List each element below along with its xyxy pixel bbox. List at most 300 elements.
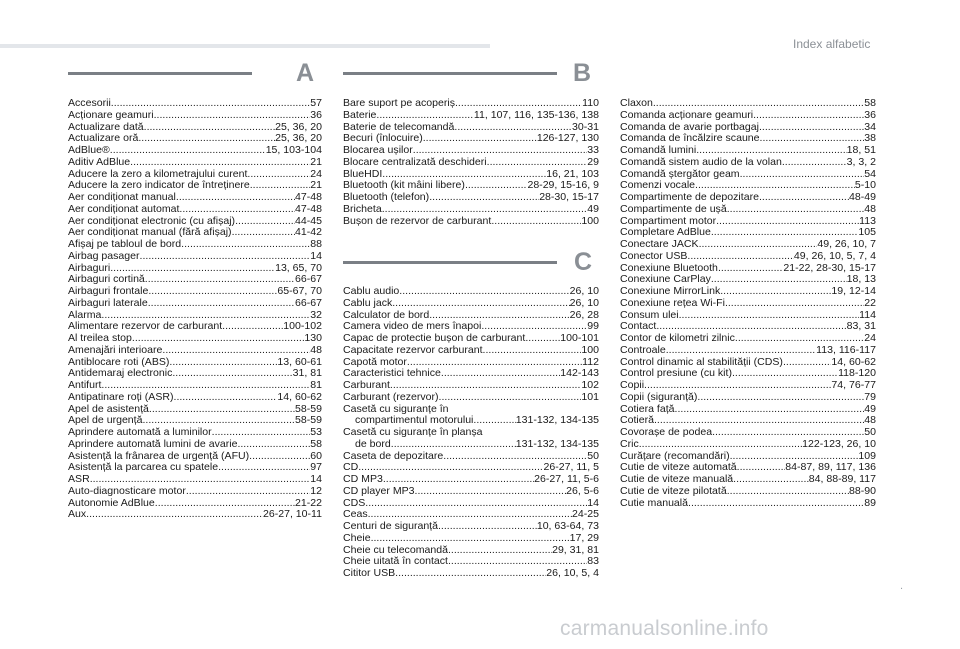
entry-pages: 100	[581, 215, 599, 227]
index-entry	[343, 415, 599, 427]
index-entry	[620, 192, 876, 204]
index-entry	[68, 439, 322, 451]
entry-pages: 53	[310, 427, 322, 438]
leader-dots	[142, 415, 295, 427]
leader-dots	[89, 509, 263, 521]
entry-pages: 105	[858, 227, 876, 239]
leader-dots	[181, 239, 310, 251]
entry-term: Apel de asistență	[68, 403, 149, 415]
entry-term: Compartiment motor	[620, 215, 717, 227]
leader-dots	[465, 180, 528, 192]
index-entry	[620, 451, 876, 463]
entry-pages: 58	[310, 438, 322, 450]
index-entry	[620, 227, 876, 239]
entry-pages: 49, 26, 10, 7	[817, 239, 876, 250]
index-entry	[343, 286, 599, 298]
entry-term: Aprindere automată a luminilor	[68, 427, 212, 438]
entry-term: Airbag pasager	[68, 250, 140, 262]
entry-pages: 44-45	[295, 215, 322, 227]
section-letter: C	[574, 248, 593, 276]
entry-pages: 24-25	[572, 509, 599, 521]
index-entry	[620, 498, 876, 510]
entry-pages: 131-132, 134-135	[515, 438, 599, 450]
entry-pages: 102	[581, 380, 599, 391]
entry-pages: 25, 36, 20	[275, 133, 322, 145]
entry-pages: 101	[581, 391, 599, 403]
page-title: Index alfabetic	[793, 37, 871, 51]
entry-pages: 58-59	[295, 415, 322, 427]
entry-term: Al treilea stop	[68, 333, 132, 344]
leader-dots	[438, 521, 537, 533]
entry-term: Cutie manuală	[620, 497, 689, 509]
entry-pages: 142-143	[560, 368, 599, 380]
page-marker: .	[900, 580, 904, 592]
leader-dots	[448, 556, 587, 568]
leader-dots	[753, 110, 864, 122]
leader-dots	[186, 486, 310, 498]
entry-pages: 29	[587, 156, 599, 168]
entry-term: Baterie	[343, 109, 377, 121]
entry-pages: 88-90	[849, 485, 876, 497]
entry-term: Aer condiționat automat	[68, 203, 180, 215]
entry-pages: 74, 76-77	[831, 380, 876, 391]
index-entry	[620, 439, 876, 451]
index-entry	[68, 321, 322, 333]
index-entry	[68, 122, 322, 134]
leader-dots	[358, 462, 543, 474]
entry-term: CD	[343, 462, 359, 474]
entry-term: Cotieră	[620, 415, 654, 427]
leader-dots	[759, 192, 849, 204]
entry-term: Compartimente de depozitare	[620, 192, 759, 203]
leader-dots	[169, 357, 277, 369]
index-entry	[343, 345, 599, 357]
entry-pages: 38	[864, 133, 876, 145]
leader-dots	[687, 251, 793, 263]
entry-pages: 26, 10	[569, 297, 599, 309]
entry-pages: 84, 88-89, 117	[808, 474, 876, 485]
entry-term: Conector USB	[620, 250, 688, 262]
leader-dots	[483, 345, 582, 357]
entry-pages: 81	[310, 380, 322, 391]
entry-term: Aprindere automată lumini de avarie	[68, 438, 238, 450]
leader-dots	[132, 333, 304, 345]
section-letter: A	[296, 59, 315, 87]
leader-dots	[487, 157, 588, 169]
entry-pages: 24	[864, 333, 876, 344]
index-entry	[68, 404, 322, 416]
index-entry	[343, 498, 599, 510]
entry-term: Cablu audio	[343, 286, 400, 297]
entry-pages: 79	[864, 391, 876, 403]
leader-dots	[413, 145, 588, 157]
index-entry	[68, 227, 322, 239]
leader-dots	[448, 545, 552, 557]
index-entry	[620, 345, 876, 357]
entry-term: Caracteristici tehnice	[343, 368, 441, 380]
leader-dots	[737, 462, 786, 474]
index-entry	[68, 192, 322, 204]
entry-term: Calculator de bord	[343, 309, 430, 321]
entry-term: Contact	[620, 321, 657, 333]
entry-term: Afișaj pe tabloul de bord	[68, 239, 182, 250]
entry-term: Bluetooth (telefon)	[343, 192, 430, 203]
entry-term: Antiblocare roti (ABS)	[68, 356, 170, 368]
entry-term: BlueHDI	[343, 168, 383, 180]
index-entry	[620, 298, 876, 310]
index-entry	[68, 357, 322, 369]
leader-dots	[740, 169, 865, 181]
entry-term: Antifurt	[68, 380, 102, 391]
index-entry	[68, 263, 322, 275]
index-entry	[343, 474, 599, 486]
index-entry	[343, 180, 599, 192]
entry-term: Control dinamic al stabilității (CDS)	[620, 356, 783, 368]
leader-dots	[247, 169, 310, 181]
entry-term: CD MP3	[343, 474, 383, 485]
leader-dots	[415, 486, 567, 498]
index-entry	[620, 169, 876, 181]
entry-term: Autonomie AdBlue	[68, 497, 155, 509]
leader-dots	[675, 404, 865, 416]
entry-pages: 11, 107, 116, 135-136, 138	[473, 109, 599, 121]
index-entry	[620, 321, 876, 333]
entry-pages: 97	[310, 462, 322, 474]
entry-term: Conexiune MirrorLink	[620, 286, 721, 297]
entry-pages: 15, 103-104	[265, 145, 322, 156]
leader-dots	[759, 122, 864, 134]
leader-dots	[235, 216, 295, 228]
entry-pages: 48	[864, 415, 876, 427]
entry-term: Cititor USB	[343, 568, 396, 579]
entry-term: Conexiune CarPlay	[620, 274, 711, 286]
entry-term: Airbaguri cortină	[68, 274, 145, 286]
leader-dots	[390, 380, 581, 392]
leader-dots	[140, 251, 311, 263]
entry-pages: 18, 51	[846, 145, 876, 156]
index-entry	[68, 110, 322, 122]
leader-dots	[148, 286, 277, 298]
entry-term: Casetă cu siguranțe în planșa	[343, 427, 483, 438]
entry-pages: 26, 10, 5, 4	[546, 568, 599, 579]
entry-pages: 47-48	[295, 192, 322, 203]
entry-pages: 83	[587, 556, 599, 568]
entry-term: Auto-diagnosticare motor	[68, 485, 186, 497]
entry-term: Baterie de telecomandă	[343, 121, 455, 133]
entry-pages: 26, 5-6	[566, 485, 599, 497]
entry-term: Comanda de încălzire scaune	[620, 133, 760, 145]
leader-dots	[666, 345, 816, 357]
leader-dots	[733, 474, 809, 486]
entry-term: Aer condiționat manual (fără afișaj)	[68, 227, 232, 239]
entry-pages: 49, 26, 10, 5, 7, 4	[793, 250, 876, 262]
index-entry	[620, 474, 876, 486]
leader-dots	[727, 204, 865, 216]
entry-term: Cheie uitată în contact	[343, 556, 448, 568]
entry-term: Controale	[620, 344, 666, 356]
entry-term: Aer condiționat manual	[68, 192, 176, 203]
leader-dots	[695, 180, 855, 192]
leader-dots	[491, 216, 581, 228]
entry-pages: 110	[582, 98, 599, 109]
leader-dots	[654, 415, 864, 427]
entry-term: Capotă motor	[343, 356, 407, 368]
leader-dots	[232, 227, 295, 239]
entry-pages: 41-42	[295, 227, 322, 239]
index-entry	[620, 263, 876, 275]
leader-dots	[382, 169, 546, 181]
entry-pages: 99	[587, 321, 599, 333]
index-entry	[68, 498, 322, 510]
leader-dots	[110, 263, 275, 275]
entry-term: Airbaguri laterale	[68, 297, 148, 309]
entry-pages: 26-27, 11, 5	[543, 462, 599, 474]
index-entry	[343, 509, 599, 521]
index-entry	[68, 345, 322, 357]
leader-dots	[725, 298, 864, 310]
entry-term: Conexiune Bluetooth	[620, 262, 718, 274]
section-header-a	[68, 59, 322, 88]
index-entry	[343, 157, 599, 169]
index-entry	[343, 462, 599, 474]
entry-pages: 21	[310, 180, 322, 192]
index-column-a	[68, 98, 322, 521]
entry-pages: 28-29, 15-16, 9	[527, 180, 599, 192]
section-divider	[68, 72, 252, 75]
entry-term: Camera video de mers înapoi	[343, 321, 482, 333]
leader-dots	[111, 98, 310, 110]
leader-dots	[783, 357, 831, 369]
leader-dots	[399, 286, 569, 298]
entry-term: Cutie de viteze automată	[620, 462, 737, 474]
index-column-b	[343, 98, 599, 227]
leader-dots	[716, 216, 859, 228]
index-entry	[343, 380, 599, 392]
entry-term: ASR	[68, 474, 90, 485]
index-entry	[343, 404, 599, 416]
leader-dots	[154, 110, 311, 122]
index-entry	[620, 122, 876, 134]
entry-pages: 126-127, 130	[536, 133, 599, 145]
index-entry	[343, 192, 599, 204]
entry-term: Comandă ștergător geam	[620, 168, 740, 180]
entry-pages: 26, 10	[569, 286, 599, 297]
leader-dots	[138, 133, 275, 145]
index-entry	[68, 310, 322, 322]
leader-dots	[441, 368, 560, 380]
index-entry	[343, 216, 599, 228]
entry-pages: 131-132, 134-135	[515, 415, 599, 427]
index-entry	[343, 439, 599, 451]
leader-dots	[730, 451, 859, 463]
entry-term: de bord	[355, 438, 391, 450]
index-entry	[68, 392, 322, 404]
entry-pages: 58-59	[295, 403, 322, 415]
entry-pages: 13, 60-61	[277, 356, 322, 368]
entry-term: Copii (siguranță)	[620, 391, 698, 403]
index-entry	[620, 357, 876, 369]
index-entry	[620, 274, 876, 286]
entry-term: Control presiune (cu kit)	[620, 368, 732, 380]
leader-dots	[392, 298, 569, 310]
leader-dots	[449, 404, 599, 416]
entry-pages: 50	[587, 450, 599, 462]
entry-term: Bluetooth (kit mâini libere)	[343, 180, 465, 192]
entry-pages: 34	[864, 121, 876, 133]
entry-term: Aer condiționat electronic (cu afișaj)	[68, 215, 236, 227]
entry-term: Carburant	[343, 380, 390, 391]
index-entry	[343, 110, 599, 122]
index-entry	[68, 415, 322, 427]
entry-pages: 49	[587, 203, 599, 215]
entry-term: Comandă sistem audio de la volan	[620, 156, 782, 168]
entry-pages: 100-102	[283, 321, 322, 333]
entry-term: Claxon	[620, 98, 653, 109]
index-entry	[343, 133, 599, 145]
leader-dots	[376, 110, 473, 122]
entry-term: Alarma	[68, 309, 102, 321]
index-entry	[343, 556, 599, 568]
leader-dots	[760, 133, 865, 145]
index-entry	[68, 239, 322, 251]
entry-pages: 88	[310, 239, 322, 250]
entry-pages: 18, 13	[846, 274, 876, 286]
index-entry	[343, 368, 599, 380]
leader-dots	[679, 310, 860, 322]
entry-pages: 26-27, 10-11	[262, 509, 322, 521]
index-entry	[68, 133, 322, 145]
entry-term: Cotiera față	[620, 403, 675, 415]
entry-term: Bare suport pe acoperiș	[343, 98, 455, 109]
leader-dots	[391, 439, 516, 451]
leader-dots	[110, 145, 266, 157]
leader-dots	[179, 204, 295, 216]
entry-pages: 14	[310, 250, 322, 262]
entry-term: Carburant (rezervor)	[343, 391, 439, 403]
leader-dots	[395, 568, 546, 580]
entry-term: CDS	[343, 497, 366, 509]
top-divider	[0, 44, 490, 48]
entry-term: Cablu jack	[343, 297, 393, 309]
index-entry	[343, 298, 599, 310]
index-entry	[68, 204, 322, 216]
entry-term: AdBlue®	[68, 145, 110, 156]
leader-dots	[371, 533, 570, 545]
entry-term: Copii	[620, 380, 645, 391]
index-entry	[620, 333, 876, 345]
entry-pages: 26-27, 11, 5-6	[534, 474, 599, 485]
section-divider	[343, 72, 557, 75]
leader-dots	[130, 157, 310, 169]
leader-dots	[101, 380, 310, 392]
entry-pages: 47-48	[295, 203, 322, 215]
leader-dots	[443, 451, 587, 463]
entry-pages: 118-120	[838, 368, 876, 380]
leader-dots	[429, 192, 539, 204]
entry-pages: 14, 60-62	[831, 356, 876, 368]
entry-pages: 5-10	[854, 180, 876, 192]
index-entry	[620, 310, 876, 322]
index-entry	[68, 98, 322, 110]
index-entry	[68, 216, 322, 228]
entry-pages: 57	[310, 98, 322, 109]
entry-pages: 48	[864, 203, 876, 215]
entry-term: Airbaguri frontale	[68, 286, 149, 297]
entry-pages: 109	[858, 450, 876, 462]
leader-dots	[144, 122, 275, 134]
index-entry	[620, 133, 876, 145]
entry-term: Bușon de rezervor de carburant	[343, 215, 492, 227]
entry-term: Capacitate rezervor carburant	[343, 344, 483, 356]
leader-dots	[727, 486, 849, 498]
leader-dots	[382, 204, 588, 216]
index-entry	[343, 310, 599, 322]
index-entry	[68, 380, 322, 392]
index-entry	[343, 169, 599, 181]
entry-term: Alimentare rezervor de carburant	[68, 321, 223, 333]
entry-term: Asistență la parcarea cu spatele	[68, 462, 219, 474]
entry-pages: 50	[864, 427, 876, 438]
leader-dots	[101, 310, 310, 322]
entry-term: Cutie de viteze manuală	[620, 474, 734, 485]
index-entry	[620, 98, 876, 110]
entry-term: Aux.	[68, 509, 90, 521]
index-entry	[68, 169, 322, 181]
index-entry	[343, 98, 599, 110]
index-entry	[620, 157, 876, 169]
entry-term: Completare AdBlue	[620, 227, 711, 239]
index-entry	[343, 392, 599, 404]
index-entry	[620, 427, 876, 439]
entry-term: compartimentul motorului	[355, 415, 474, 427]
index-entry	[68, 180, 322, 192]
entry-term: Conectare JACK	[620, 239, 699, 250]
entry-term: Comenzi vocale	[620, 180, 696, 192]
entry-pages: 58	[864, 98, 876, 109]
entry-term: Cheie	[343, 532, 371, 544]
leader-dots	[653, 98, 864, 110]
leader-dots	[656, 321, 846, 333]
index-entry	[68, 509, 322, 521]
index-entry	[620, 180, 876, 192]
index-entry	[343, 357, 599, 369]
entry-pages: 66-67	[295, 274, 322, 286]
entry-pages: 89	[864, 497, 876, 509]
entry-term: Cheie cu telecomandă	[343, 544, 448, 556]
leader-dots	[697, 392, 864, 404]
entry-pages: 25, 36, 20	[275, 121, 322, 133]
leader-dots	[176, 192, 295, 204]
index-entry	[343, 333, 599, 345]
entry-term: Compartimente de ușă	[620, 203, 727, 215]
index-entry	[343, 486, 599, 498]
entry-pages: 21	[310, 156, 322, 168]
leader-dots	[249, 451, 310, 463]
leader-dots	[250, 180, 311, 192]
entry-pages: 30-31	[572, 121, 599, 133]
index-entry	[620, 404, 876, 416]
entry-term: Comanda de avarie portbagaj	[620, 121, 759, 133]
entry-pages: 114	[859, 309, 876, 321]
index-entry	[620, 368, 876, 380]
entry-term: Accesorii	[68, 98, 111, 109]
leader-dots	[212, 427, 311, 439]
entry-term: Acționare geamuri	[68, 109, 154, 121]
entry-pages: 83, 31	[846, 321, 876, 333]
leader-dots	[732, 368, 838, 380]
entry-term: Curățare (recomandări)	[620, 450, 730, 462]
entry-term: Becuri (înlocuire)	[343, 133, 423, 145]
